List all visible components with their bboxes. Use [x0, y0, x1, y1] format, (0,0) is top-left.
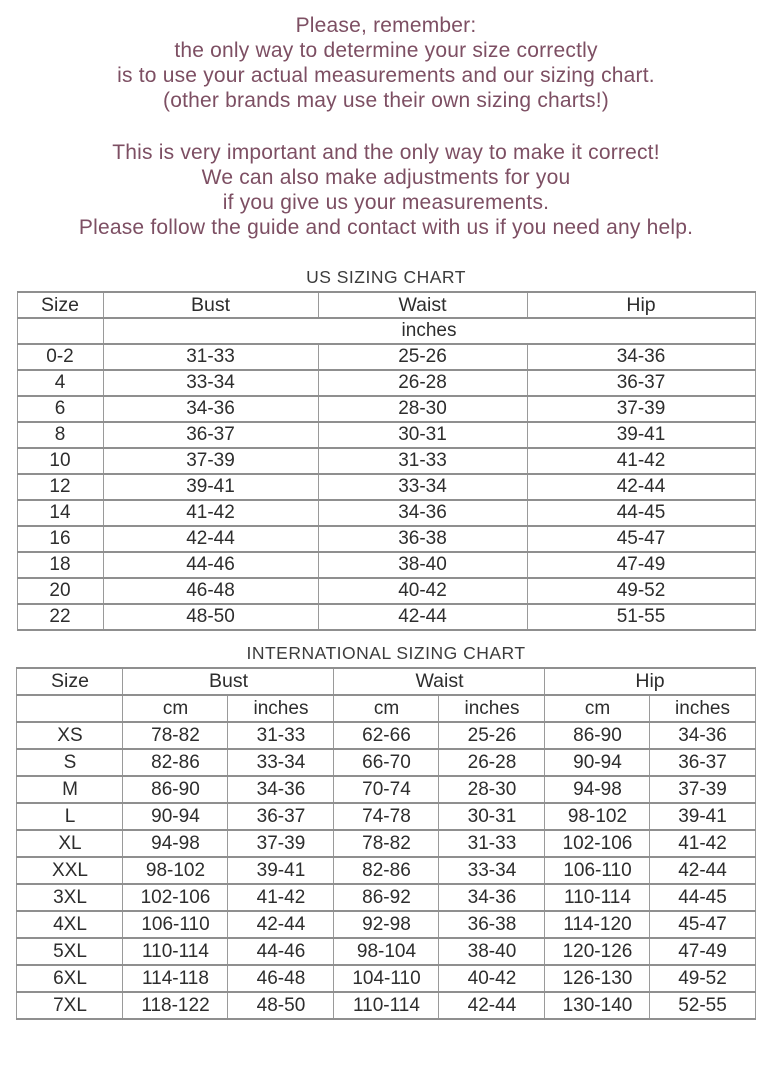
cell-bust_in: 42-44	[228, 911, 334, 938]
cell-bust_cm: 86-90	[123, 776, 228, 803]
international-sizing-table	[16, 667, 755, 1020]
intro-line: if you give us your measurements.	[222, 191, 550, 214]
column-header-size: Size	[17, 668, 123, 695]
column-header-waist: Waist	[334, 668, 545, 695]
table-row	[17, 992, 755, 1019]
cell-size: 22	[17, 604, 103, 630]
cell-size: 8	[17, 422, 103, 448]
column-header-size: Size	[17, 292, 103, 318]
cell-bust: 39-41	[103, 474, 318, 500]
intro-line: This is very important and the only way to make it correct!	[112, 141, 660, 164]
empty-cell	[17, 695, 123, 722]
cell-hip_in: 52-55	[650, 992, 755, 1019]
table-row	[17, 965, 755, 992]
table-row	[17, 884, 755, 911]
table-row	[17, 911, 755, 938]
cell-hip_in: 45-47	[650, 911, 755, 938]
cell-bust_in: 31-33	[228, 722, 334, 749]
cell-waist_cm: 70-74	[334, 776, 439, 803]
cell-hip_in: 42-44	[650, 857, 755, 884]
cell-bust: 41-42	[103, 500, 318, 526]
intro-paragraph-2	[0, 140, 772, 240]
cell-hip_cm: 130-140	[545, 992, 650, 1019]
cell-hip_in: 47-49	[650, 938, 755, 965]
cell-bust: 42-44	[103, 526, 318, 552]
cell-hip_cm: 98-102	[545, 803, 650, 830]
cell-size: 10	[17, 448, 103, 474]
cell-waist_in: 34-36	[439, 884, 545, 911]
cell-size: XS	[17, 722, 123, 749]
table-row	[17, 578, 755, 604]
cell-hip: 37-39	[527, 396, 755, 422]
empty-cell	[17, 318, 103, 344]
cell-waist_cm: 86-92	[334, 884, 439, 911]
unit-label-cm: cm	[123, 695, 228, 722]
cell-size: 4	[17, 370, 103, 396]
cell-waist_cm: 66-70	[334, 749, 439, 776]
cell-hip_cm: 120-126	[545, 938, 650, 965]
cell-hip: 51-55	[527, 604, 755, 630]
cell-bust_in: 33-34	[228, 749, 334, 776]
cell-hip_in: 49-52	[650, 965, 755, 992]
table-row	[17, 749, 755, 776]
cell-size: 12	[17, 474, 103, 500]
table-row	[17, 604, 755, 630]
cell-size: XL	[17, 830, 123, 857]
cell-waist_in: 33-34	[439, 857, 545, 884]
intro-line: (other brands may use their own sizing charts!)	[163, 89, 609, 112]
cell-hip: 42-44	[527, 474, 755, 500]
cell-waist: 40-42	[318, 578, 527, 604]
table-row	[17, 448, 755, 474]
us-header-row	[17, 292, 755, 318]
cell-bust_cm: 110-114	[123, 938, 228, 965]
cell-bust_cm: 98-102	[123, 857, 228, 884]
cell-hip_in: 37-39	[650, 776, 755, 803]
cell-waist_cm: 62-66	[334, 722, 439, 749]
cell-waist_in: 26-28	[439, 749, 545, 776]
cell-hip: 45-47	[527, 526, 755, 552]
column-header-hip: Hip	[545, 668, 755, 695]
cell-waist: 33-34	[318, 474, 527, 500]
cell-bust: 33-34	[103, 370, 318, 396]
cell-waist: 30-31	[318, 422, 527, 448]
unit-label-inches: inches	[103, 318, 755, 344]
us-sizing-table	[17, 291, 756, 631]
cell-waist_in: 30-31	[439, 803, 545, 830]
cell-size: 14	[17, 500, 103, 526]
cell-size: 6XL	[17, 965, 123, 992]
cell-bust_cm: 82-86	[123, 749, 228, 776]
cell-waist_cm: 104-110	[334, 965, 439, 992]
cell-bust: 34-36	[103, 396, 318, 422]
cell-bust_cm: 102-106	[123, 884, 228, 911]
us-unit-row	[17, 318, 755, 344]
column-header-bust: Bust	[103, 292, 318, 318]
intro-line: We can also make adjustments for you	[201, 166, 571, 189]
table-row	[17, 344, 755, 370]
cell-hip: 41-42	[527, 448, 755, 474]
cell-bust_cm: 114-118	[123, 965, 228, 992]
table-row	[17, 422, 755, 448]
table-row	[17, 722, 755, 749]
cell-bust_in: 34-36	[228, 776, 334, 803]
table-row	[17, 857, 755, 884]
cell-size: 6	[17, 396, 103, 422]
cell-waist: 26-28	[318, 370, 527, 396]
cell-waist: 36-38	[318, 526, 527, 552]
cell-size: XXL	[17, 857, 123, 884]
table-row	[17, 776, 755, 803]
column-header-hip: Hip	[527, 292, 755, 318]
cell-bust_in: 46-48	[228, 965, 334, 992]
cell-waist: 38-40	[318, 552, 527, 578]
table-row	[17, 370, 755, 396]
cell-waist_in: 28-30	[439, 776, 545, 803]
table-row	[17, 396, 755, 422]
cell-hip_in: 39-41	[650, 803, 755, 830]
intro-paragraph-1	[0, 13, 772, 113]
cell-size: S	[17, 749, 123, 776]
cell-hip: 34-36	[527, 344, 755, 370]
intro-line: Please, remember:	[295, 14, 477, 37]
unit-label-inches: inches	[650, 695, 755, 722]
cell-bust: 37-39	[103, 448, 318, 474]
cell-waist: 34-36	[318, 500, 527, 526]
cell-waist_cm: 110-114	[334, 992, 439, 1019]
cell-hip: 49-52	[527, 578, 755, 604]
cell-size: 20	[17, 578, 103, 604]
intro-line: Please follow the guide and contact with us if you need any help.	[78, 216, 694, 239]
cell-bust_cm: 106-110	[123, 911, 228, 938]
cell-bust_cm: 118-122	[123, 992, 228, 1019]
cell-waist_in: 38-40	[439, 938, 545, 965]
cell-size: L	[17, 803, 123, 830]
cell-hip_in: 41-42	[650, 830, 755, 857]
cell-waist: 28-30	[318, 396, 527, 422]
cell-size: 18	[17, 552, 103, 578]
cell-hip_cm: 110-114	[545, 884, 650, 911]
cell-waist_cm: 78-82	[334, 830, 439, 857]
cell-waist_in: 31-33	[439, 830, 545, 857]
unit-label-inches: inches	[228, 695, 334, 722]
table-row	[17, 830, 755, 857]
cell-size: 4XL	[17, 911, 123, 938]
cell-bust: 46-48	[103, 578, 318, 604]
cell-bust_cm: 78-82	[123, 722, 228, 749]
cell-hip: 44-45	[527, 500, 755, 526]
cell-bust: 36-37	[103, 422, 318, 448]
cell-bust_in: 44-46	[228, 938, 334, 965]
cell-hip_cm: 114-120	[545, 911, 650, 938]
cell-hip_cm: 86-90	[545, 722, 650, 749]
cell-hip_cm: 90-94	[545, 749, 650, 776]
unit-label-inches: inches	[439, 695, 545, 722]
table-row	[17, 500, 755, 526]
cell-size: 0-2	[17, 344, 103, 370]
intro-text	[0, 0, 772, 240]
us-sizing-chart-title: US SIZING CHART	[306, 267, 466, 287]
cell-waist: 25-26	[318, 344, 527, 370]
cell-hip: 36-37	[527, 370, 755, 396]
cell-hip_cm: 102-106	[545, 830, 650, 857]
unit-label-cm: cm	[545, 695, 650, 722]
unit-label-cm: cm	[334, 695, 439, 722]
cell-bust: 48-50	[103, 604, 318, 630]
international-sizing-chart-title: INTERNATIONAL SIZING CHART	[246, 643, 526, 663]
cell-hip_cm: 94-98	[545, 776, 650, 803]
cell-hip_cm: 106-110	[545, 857, 650, 884]
cell-hip: 39-41	[527, 422, 755, 448]
cell-hip_in: 36-37	[650, 749, 755, 776]
cell-size: 7XL	[17, 992, 123, 1019]
cell-waist_cm: 98-104	[334, 938, 439, 965]
table-row	[17, 938, 755, 965]
cell-size: 5XL	[17, 938, 123, 965]
intl-header-row	[17, 668, 755, 695]
cell-bust_in: 39-41	[228, 857, 334, 884]
cell-bust_in: 37-39	[228, 830, 334, 857]
cell-hip_in: 44-45	[650, 884, 755, 911]
cell-bust: 31-33	[103, 344, 318, 370]
table-row	[17, 552, 755, 578]
intro-line: is to use your actual measurements and our sizing chart.	[117, 64, 655, 87]
cell-bust: 44-46	[103, 552, 318, 578]
cell-bust_in: 41-42	[228, 884, 334, 911]
intro-line: the only way to determine your size correctly	[174, 39, 598, 62]
table-row	[17, 474, 755, 500]
cell-size: 3XL	[17, 884, 123, 911]
intl-unit-row	[17, 695, 755, 722]
cell-size: 16	[17, 526, 103, 552]
cell-bust_in: 48-50	[228, 992, 334, 1019]
cell-waist_cm: 74-78	[334, 803, 439, 830]
cell-size: M	[17, 776, 123, 803]
table-row	[17, 803, 755, 830]
cell-waist_cm: 82-86	[334, 857, 439, 884]
column-header-bust: Bust	[123, 668, 334, 695]
cell-waist: 31-33	[318, 448, 527, 474]
cell-waist_in: 42-44	[439, 992, 545, 1019]
cell-hip_in: 34-36	[650, 722, 755, 749]
cell-bust_in: 36-37	[228, 803, 334, 830]
cell-waist_in: 25-26	[439, 722, 545, 749]
cell-waist: 42-44	[318, 604, 527, 630]
cell-waist_in: 40-42	[439, 965, 545, 992]
cell-hip_cm: 126-130	[545, 965, 650, 992]
cell-waist_in: 36-38	[439, 911, 545, 938]
table-row	[17, 526, 755, 552]
cell-bust_cm: 94-98	[123, 830, 228, 857]
cell-bust_cm: 90-94	[123, 803, 228, 830]
cell-hip: 47-49	[527, 552, 755, 578]
column-header-waist: Waist	[318, 292, 527, 318]
cell-waist_cm: 92-98	[334, 911, 439, 938]
